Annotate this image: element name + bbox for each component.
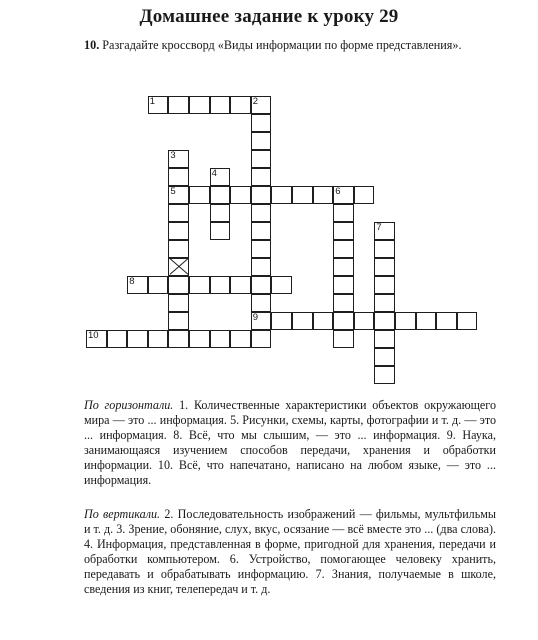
crossword-cell[interactable] [251,96,272,114]
task-text: Разгадайте кроссворд «Виды информации по форме представления». [102,38,462,52]
crossword-clue-number: 5 [170,186,176,197]
crossword-clue-number: 1 [149,96,156,107]
crossword-cell[interactable] [168,276,189,294]
horizontal-clues-text: 1. Количественные характеристики объектов окружающего мира — это ... информация. 5. Рисунки, схемы, карты, фотографии и т. д. — это ... информация. 8. Всё, что мы слышим, — это ... информация. 9. Наука, занимающаяся изучением способов передачи, хранения и обработки информации. 10. Всё, что напечатано, написано на любом языке, — это ... информация. [84,398,496,487]
crossword-cell[interactable] [292,312,313,330]
crossword-cell[interactable] [251,276,272,294]
crossword-cell[interactable] [251,222,272,240]
crossword-cell[interactable] [251,132,272,150]
crossword-clue-number: 8 [129,276,135,287]
crossword-cell[interactable] [189,276,210,294]
crossword-clue-number: 2 [252,96,259,107]
crossword-cell[interactable] [333,240,354,258]
crossword-cell[interactable] [251,240,272,258]
crossword-cell[interactable] [374,240,395,258]
crossword-cell[interactable] [251,114,272,132]
crossword-clue-number: 6 [335,186,341,197]
crossword-cell[interactable] [416,312,437,330]
crossword-cell[interactable] [271,276,292,294]
crossword-cell[interactable] [168,96,189,114]
crossword-cell[interactable] [107,330,128,348]
crossword-cell[interactable] [127,276,148,294]
crossword-clue-number: 10 [88,330,99,341]
crossword-cell[interactable] [127,330,148,348]
crossword-cell[interactable] [148,96,169,114]
crossword-cell[interactable] [333,294,354,312]
crossword-cell[interactable] [333,258,354,276]
crossword-cell[interactable] [168,168,189,186]
crossword-cell[interactable] [251,204,272,222]
crossword-cell[interactable] [168,150,189,168]
crossword-cell[interactable] [168,186,189,204]
crossword-cell[interactable] [251,258,272,276]
crossword-cell[interactable] [210,330,231,348]
crossword-cell[interactable] [251,330,272,348]
crossword-cell[interactable] [333,186,354,204]
crossword-cell[interactable] [271,312,292,330]
crossword-cell[interactable] [374,222,395,240]
crossword-cell[interactable] [374,312,395,330]
horizontal-clues-heading: По горизонтали. [84,398,174,412]
page-title: Домашнее задание к уроку 29 [139,6,399,27]
crossword-cell[interactable] [374,294,395,312]
horizontal-clues [84,398,496,487]
crossword-blocked-cell[interactable] [168,258,189,276]
crossword-cell[interactable] [210,186,231,204]
crossword-cell[interactable] [333,222,354,240]
crossword-clue-number: 9 [252,312,259,323]
crossword-cell[interactable] [374,366,395,384]
crossword-cell[interactable] [168,312,189,330]
crossword-cell[interactable] [148,330,169,348]
crossword-cell[interactable] [374,276,395,294]
crossword-cell[interactable] [292,186,313,204]
crossword-cell[interactable] [374,348,395,366]
crossword-cell[interactable] [230,186,251,204]
crossword-cell[interactable] [457,312,478,330]
crossword-cell[interactable] [251,186,272,204]
crossword-cell[interactable] [313,312,334,330]
crossword-clue-number: 3 [170,150,176,161]
crossword-cell[interactable] [86,330,107,348]
crossword-cell[interactable] [354,186,375,204]
crossword-cell[interactable] [168,330,189,348]
crossword-cell[interactable] [210,96,231,114]
crossword-cell[interactable] [210,204,231,222]
crossword-cell[interactable] [230,330,251,348]
crossword-cell[interactable] [271,186,292,204]
crossword-cell[interactable] [333,312,354,330]
crossword-cell[interactable] [395,312,416,330]
crossword-cell[interactable] [210,276,231,294]
crossword-cell[interactable] [251,294,272,312]
crossword-clue-number: 4 [211,168,217,179]
vertical-clues-heading: По вертикали. [84,507,161,521]
crossword-cell[interactable] [436,312,457,330]
crossword-cell[interactable] [251,168,272,186]
crossword-cell[interactable] [189,186,210,204]
crossword-cell[interactable] [189,96,210,114]
crossword-cell[interactable] [210,222,231,240]
crossword-cell[interactable] [313,186,334,204]
crossword-cell[interactable] [210,168,231,186]
crossword-cell[interactable] [148,276,169,294]
crossword-cell[interactable] [251,150,272,168]
crossword-cell[interactable] [168,204,189,222]
crossword-cell[interactable] [333,276,354,294]
crossword-cell[interactable] [230,276,251,294]
crossword-cell[interactable] [251,312,272,330]
crossword-cell[interactable] [354,312,375,330]
vertical-clues [84,507,496,596]
crossword-cell[interactable] [168,240,189,258]
crossword-cell[interactable] [189,330,210,348]
vertical-clues-text: 2. Последовательность изображений — фильмы, мультфильмы и т. д. 3. Зрение, обоняние, слух, вкус, осязание — всё вместе это ... (два слова). 4. Информация, представленная в форме, пригодной для хранения, передачи и обработки компьютером. 6. Устройство, помогающее человеку хранить, передавать и обрабатывать информацию. 7. Знания, получаемые в школе, сведения из книг, телепередач и т. д. [84,507,496,596]
crossword-cell[interactable] [374,330,395,348]
crossword-cell[interactable] [168,294,189,312]
crossword-cell[interactable] [168,222,189,240]
crossword-cell[interactable] [230,96,251,114]
task-number: 10. [84,38,100,52]
crossword-cell[interactable] [333,204,354,222]
crossword-clue-number: 7 [376,222,382,233]
crossword-cell[interactable] [374,258,395,276]
crossword-cell[interactable] [333,330,354,348]
